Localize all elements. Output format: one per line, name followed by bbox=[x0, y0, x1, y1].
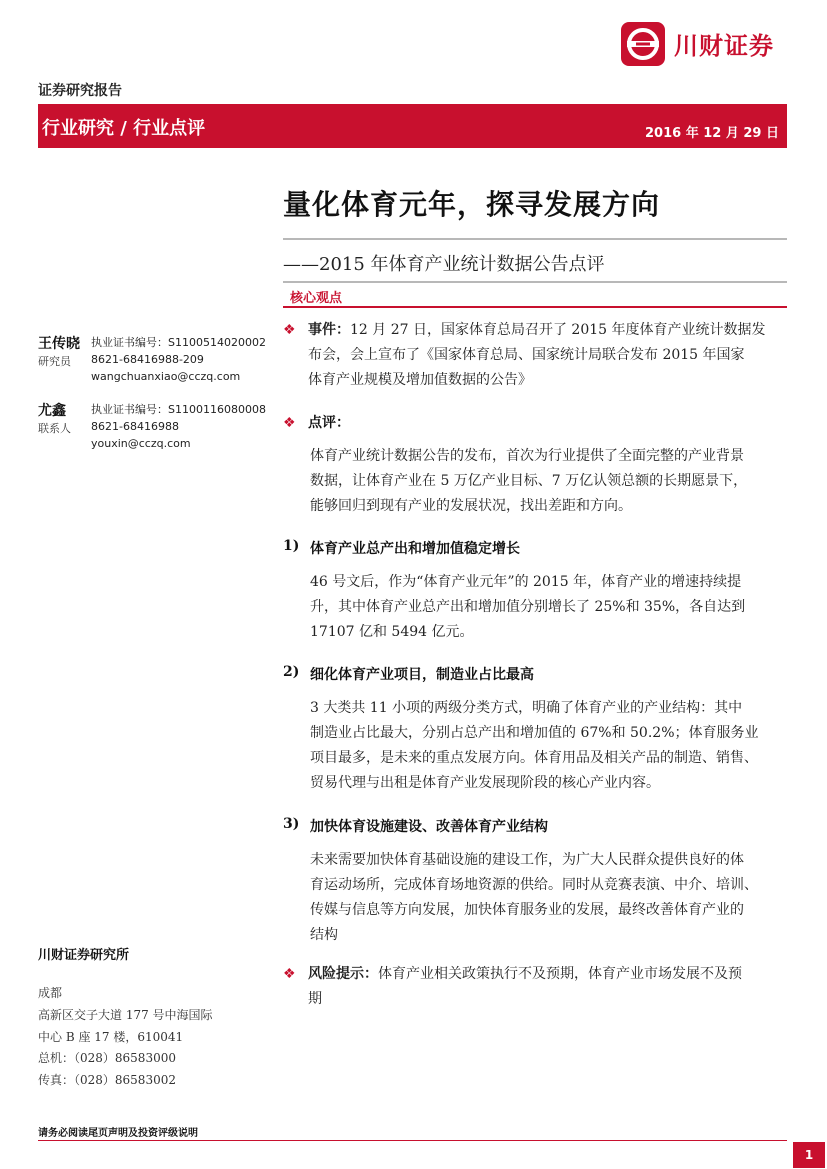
diamond-bullet-icon: ❖ bbox=[283, 415, 296, 431]
comment-label: 点评： bbox=[308, 415, 350, 431]
address-line: 传真：（028）86583002 bbox=[38, 1073, 176, 1087]
analyst-email: wangchuanxiao@cczq.com bbox=[91, 370, 241, 383]
point-title: 体育产业总产出和增加值稳定增长 bbox=[310, 541, 520, 557]
diamond-bullet-icon: ❖ bbox=[283, 966, 296, 982]
analyst-role: 联系人 bbox=[38, 422, 71, 435]
risk-paragraph: 风险提示：体育产业相关政策执行不及预期，体育产业市场发展不及预 期 bbox=[308, 966, 742, 1007]
brand-name: 川财证券 bbox=[674, 31, 774, 60]
brand-logo-icon bbox=[621, 22, 665, 66]
point-number: 1) bbox=[283, 538, 300, 554]
report-type: 证券研究报告 bbox=[38, 83, 122, 99]
point-paragraph: 未来需要加快体育基础设施的建设工作，为广大人民群众提供良好的体 育运动场所，完成体育场地资源的供给。同时从竞赛表演、中介、培训、 传媒与信息等方向发展，加快体育服务业的发展，最终改善体育产业的 结构 bbox=[310, 852, 758, 943]
page-number: 1 bbox=[793, 1142, 825, 1168]
report-date: 2016 年 12 月 29 日 bbox=[645, 126, 779, 141]
disclaimer-note: 请务必阅读尾页声明及投资评级说明 bbox=[38, 1128, 198, 1139]
title-divider bbox=[283, 238, 787, 240]
analyst-details bbox=[91, 334, 266, 385]
report-category: 行业研究 / 行业点评 bbox=[42, 118, 206, 139]
risk-label: 风险提示： bbox=[308, 966, 378, 982]
event-paragraph: 事件：12 月 27 日，国家体育总局召开了 2015 年度体育产业统计数据发 布会，会上宣布了《国家体育总局、国家统计局联合发布 2015 年国家 体育产业规模及增加值数据的公告》 bbox=[308, 322, 766, 388]
point-title: 细化体育产业项目，制造业占比最高 bbox=[310, 667, 534, 683]
analyst-email: youxin@cczq.com bbox=[91, 437, 191, 450]
diamond-bullet-icon: ❖ bbox=[283, 322, 296, 338]
section-label: 核心观点 bbox=[290, 291, 343, 306]
footer-divider bbox=[38, 1140, 787, 1141]
section-divider bbox=[283, 306, 787, 308]
point-number: 3) bbox=[283, 816, 300, 832]
analyst-name: 王传晓 bbox=[38, 336, 80, 352]
analyst-phone: 8621-68416988-209 bbox=[91, 353, 204, 366]
page-title: 量化体育元年，探寻发展方向 bbox=[283, 188, 661, 221]
address-line: 总机：（028）86583000 bbox=[38, 1051, 176, 1065]
analyst-details bbox=[91, 401, 266, 452]
point-title: 加快体育设施建设、改善体育产业结构 bbox=[310, 819, 548, 835]
subtitle-divider bbox=[283, 281, 787, 283]
analyst-role: 研究员 bbox=[38, 355, 71, 368]
event-label: 事件： bbox=[308, 322, 350, 338]
analyst-name: 尤鑫 bbox=[38, 403, 66, 419]
page-subtitle: ——2015 年体育产业统计数据公告点评 bbox=[283, 254, 605, 275]
point-paragraph: 46 号文后，作为“体育产业元年”的 2015 年，体育产业的增速持续提 升，其中体育产业总产出和增加值分别增长了 25%和 35%，各自达到 17107 亿和 5494 亿元。 bbox=[310, 574, 746, 640]
analyst-cert: 执业证书编号：S1100116080008 bbox=[91, 403, 266, 416]
address-line: 成都 bbox=[38, 986, 63, 1000]
comment-paragraph: 体育产业统计数据公告的发布，首次为行业提供了全面完整的产业背景 数据，让体育产业在 5 万亿产业目标、7 万亿认领总额的长期愿景下， 能够回归到现有产业的发展状况，找出差距和方向。 bbox=[310, 448, 748, 514]
point-paragraph: 3 大类共 11 小项的两级分类方式，明确了体育产业的产业结构：其中 制造业占比最大，分别占总产出和增加值的 67%和 50.2%；体育服务业 项目最多，是未来的重点发展方向。体育用品及相关产品的制造、销售、 贸易代理与出租是体育产业发展现阶段的核心产业内容。 bbox=[310, 700, 759, 791]
address-line: 中心 B 座 17 楼，610041 bbox=[38, 1030, 184, 1044]
point-number: 2) bbox=[283, 664, 300, 680]
institute-name: 川财证券研究所 bbox=[38, 948, 130, 963]
analyst-cert: 执业证书编号：S1100514020002 bbox=[91, 336, 266, 349]
analyst-phone: 8621-68416988 bbox=[91, 420, 179, 433]
address-line: 高新区交子大道 177 号中海国际 bbox=[38, 1008, 213, 1022]
